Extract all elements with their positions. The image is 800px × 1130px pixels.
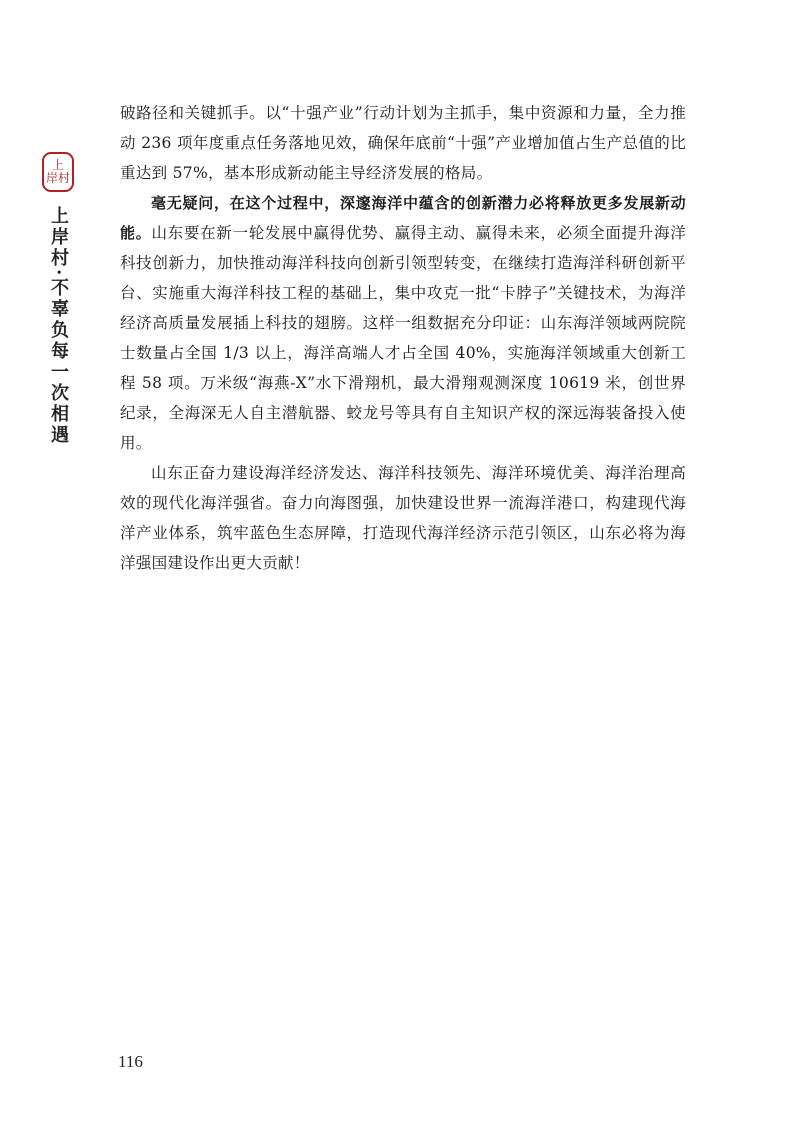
paragraph-1: 破路径和关键抓手。以“十强产业”行动计划为主抓手，集中资源和力量，全力推动 236 项年度重点任务落地见效，确保年底前“十强”产业增加值占生产总值的比重达到 57%，基本形成新动能主导经济发展的格局。 <box>120 104 686 182</box>
page-number: 116 <box>118 1052 143 1071</box>
paragraph-2-bold-lead: 毫无疑问，在这个过程中，深邃海洋中蕴含的创新潜力必将释放更多发展新动能。 <box>120 194 686 242</box>
paragraph-2-body: 山东要在新一轮发展中赢得优势、赢得主动、赢得未来，必须全面提升海洋科技创新力，加快推动海洋科技向创新引领型转变，在继续打造海洋科研创新平台、实施重大海洋科技工程的基础上，集中攻克一批“卡脖子”关键技术，为海洋经济高质量发展插上科技的翅膀。这样一组数据充分印证：山东海洋领域两院院士数量占全国 1/3 以上，海洋高端人才占全国 40%，实施海洋领域重大创新工程 58 项。万米级“海燕-X”水下滑翔机，最大滑翔观测深度 10619 米，创世界纪录，全海深无人自主潜航器、蛟龙号等具有自主知识产权的深远海装备投入使用。 <box>120 224 687 452</box>
paragraph-3: 山东正奋力建设海洋经济发达、海洋科技领先、海洋环境优美、海洋治理高效的现代化海洋强省。奋力向海图强，加快建设世界一流海洋港口，构建现代海洋产业体系，筑牢蓝色生态屏障，打造现代海洋经济示范引领区，山东必将为海洋强国建设作出更大贡献！ <box>120 464 686 572</box>
side-header <box>40 152 76 446</box>
seal-logo <box>42 152 74 192</box>
paragraph-2 <box>120 188 686 458</box>
body-text <box>120 98 686 578</box>
series-title: 上岸村·不辜负每一次相遇 <box>48 206 69 447</box>
seal-line-2: 岸村 <box>45 171 70 185</box>
seal-line-1: 上 <box>51 158 64 172</box>
